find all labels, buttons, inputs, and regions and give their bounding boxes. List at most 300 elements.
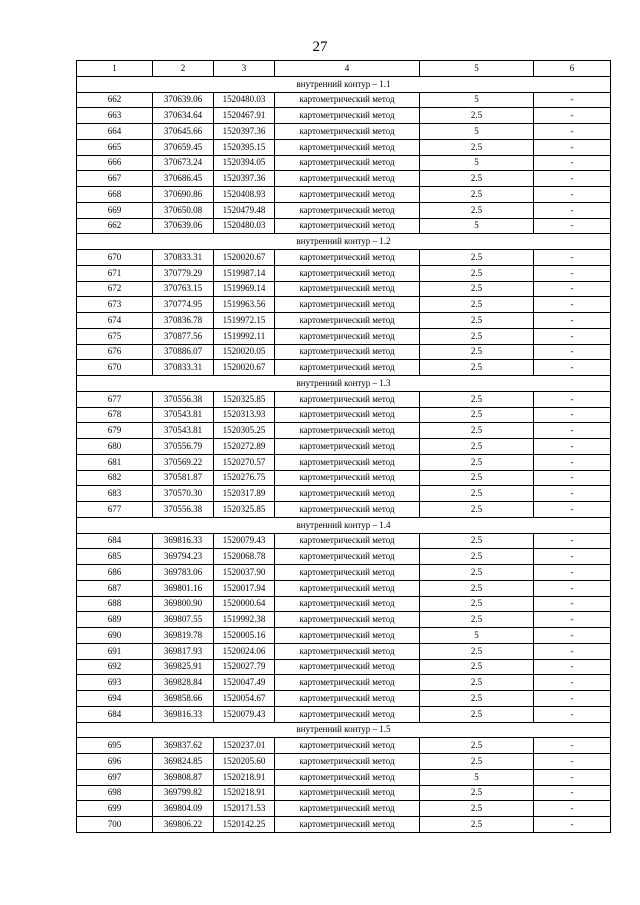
table-cell: - [534, 155, 611, 171]
table-cell: - [534, 454, 611, 470]
table-cell: - [534, 218, 611, 234]
column-header: 6 [534, 61, 611, 77]
table-cell: картометрический метод [275, 486, 420, 502]
table-cell: картометрический метод [275, 454, 420, 470]
table-row [77, 328, 611, 344]
table-cell: - [534, 360, 611, 376]
table-cell: 1520276.75 [214, 470, 275, 486]
table-cell: 369807.55 [153, 612, 214, 628]
section-row [77, 234, 611, 250]
table-cell: 2.5 [420, 486, 534, 502]
table-cell: - [534, 486, 611, 502]
table-cell: 677 [77, 502, 153, 518]
table-cell: 5 [420, 218, 534, 234]
table-cell: - [534, 407, 611, 423]
table-cell: - [534, 470, 611, 486]
table-row [77, 675, 611, 691]
table-cell: - [534, 139, 611, 155]
table-cell: 2.5 [420, 187, 534, 203]
table-row [77, 360, 611, 376]
table-cell: 369783.06 [153, 565, 214, 581]
table-cell: картометрический метод [275, 675, 420, 691]
table-cell: 370650.08 [153, 202, 214, 218]
table-cell: картометрический метод [275, 769, 420, 785]
table-cell: 1520313.93 [214, 407, 275, 423]
table-cell: картометрический метод [275, 108, 420, 124]
table-cell: - [534, 785, 611, 801]
table-row [77, 281, 611, 297]
table-cell: 2.5 [420, 659, 534, 675]
table-cell: - [534, 124, 611, 140]
table-cell: 370836.78 [153, 313, 214, 329]
table-cell: 370774.95 [153, 297, 214, 313]
table-cell: картометрический метод [275, 738, 420, 754]
table-cell: картометрический метод [275, 92, 420, 108]
table-cell: 369825.91 [153, 659, 214, 675]
table-cell: - [534, 297, 611, 313]
page-number: 27 [312, 39, 328, 55]
table-cell: 1520218.91 [214, 769, 275, 785]
table-cell: 2.5 [420, 423, 534, 439]
table-row [77, 659, 611, 675]
table-row [77, 344, 611, 360]
table-row [77, 470, 611, 486]
table-row [77, 754, 611, 770]
table-cell: 1520142.25 [214, 817, 275, 833]
table-cell: - [534, 281, 611, 297]
table-cell: - [534, 344, 611, 360]
table-row [77, 202, 611, 218]
table-cell: картометрический метод [275, 817, 420, 833]
table-cell: 1520020.05 [214, 344, 275, 360]
table-row [77, 565, 611, 581]
table-cell: 697 [77, 769, 153, 785]
table-cell: 5 [420, 769, 534, 785]
table-cell: 690 [77, 628, 153, 644]
table-cell: картометрический метод [275, 549, 420, 565]
table-cell: картометрический метод [275, 328, 420, 344]
table-cell: 369808.87 [153, 769, 214, 785]
table-cell: 1520047.49 [214, 675, 275, 691]
table-cell: 2.5 [420, 202, 534, 218]
table-cell: 664 [77, 124, 153, 140]
table-cell: - [534, 549, 611, 565]
table-cell: 369817.93 [153, 643, 214, 659]
table-cell: картометрический метод [275, 643, 420, 659]
table-row [77, 580, 611, 596]
table-cell: 2.5 [420, 533, 534, 549]
table-cell: картометрический метод [275, 250, 420, 266]
table-cell: картометрический метод [275, 470, 420, 486]
table-cell: 370763.15 [153, 281, 214, 297]
table-row [77, 297, 611, 313]
table-cell: 370886.07 [153, 344, 214, 360]
table-cell: картометрический метод [275, 281, 420, 297]
table-cell: 2.5 [420, 565, 534, 581]
table-cell: 684 [77, 533, 153, 549]
table-cell: 680 [77, 439, 153, 455]
table-cell: 1519987.14 [214, 265, 275, 281]
table-cell: 662 [77, 218, 153, 234]
section-row [77, 517, 611, 533]
table-cell: 370639.06 [153, 92, 214, 108]
table-cell: - [534, 202, 611, 218]
table-cell: картометрический метод [275, 439, 420, 455]
table-cell: - [534, 108, 611, 124]
table-cell: 695 [77, 738, 153, 754]
table-cell: 1520272.89 [214, 439, 275, 455]
table-cell: 666 [77, 155, 153, 171]
table-cell: 696 [77, 754, 153, 770]
table-cell: 1520171.53 [214, 801, 275, 817]
section-row [77, 376, 611, 392]
table-cell: - [534, 628, 611, 644]
table-cell: - [534, 769, 611, 785]
table-cell: картометрический метод [275, 596, 420, 612]
table-cell: 1520005.16 [214, 628, 275, 644]
table-cell: 1520479.48 [214, 202, 275, 218]
table-cell: 686 [77, 565, 153, 581]
table-row [77, 155, 611, 171]
table-cell: 1519992.11 [214, 328, 275, 344]
table-row [77, 643, 611, 659]
table-cell: 2.5 [420, 470, 534, 486]
table-cell: картометрический метод [275, 391, 420, 407]
table-cell: 1520237.01 [214, 738, 275, 754]
table-cell: - [534, 580, 611, 596]
table-cell: картометрический метод [275, 628, 420, 644]
table-cell: 5 [420, 155, 534, 171]
table-cell: 679 [77, 423, 153, 439]
table-cell: 2.5 [420, 328, 534, 344]
table-cell: 1520394.05 [214, 155, 275, 171]
table-cell: - [534, 596, 611, 612]
table-cell: 5 [420, 124, 534, 140]
table-row [77, 502, 611, 518]
table-cell: 369816.33 [153, 706, 214, 722]
header-row [77, 61, 611, 77]
table-cell: 1519992.38 [214, 612, 275, 628]
coordinates-table [76, 60, 611, 833]
section-title: внутренний контур – 1.1 [77, 76, 611, 92]
table-cell: 370634.64 [153, 108, 214, 124]
table-cell: - [534, 691, 611, 707]
table-row [77, 171, 611, 187]
table-cell: 2.5 [420, 549, 534, 565]
table-cell: 2.5 [420, 580, 534, 596]
table-cell: 1520205.60 [214, 754, 275, 770]
table-row [77, 769, 611, 785]
table-cell: 1519969.14 [214, 281, 275, 297]
table-cell: 2.5 [420, 612, 534, 628]
table-cell: 673 [77, 297, 153, 313]
table-cell: - [534, 328, 611, 344]
table-row [77, 691, 611, 707]
column-header: 4 [275, 61, 420, 77]
table-cell: картометрический метод [275, 754, 420, 770]
table-cell: 369819.78 [153, 628, 214, 644]
table-row [77, 265, 611, 281]
table-cell: 2.5 [420, 265, 534, 281]
table-cell: картометрический метод [275, 580, 420, 596]
table-row [77, 250, 611, 266]
table-cell: - [534, 187, 611, 203]
table-cell: 669 [77, 202, 153, 218]
table-cell: 678 [77, 407, 153, 423]
column-header: 2 [153, 61, 214, 77]
table-cell: 369816.33 [153, 533, 214, 549]
table-cell: картометрический метод [275, 533, 420, 549]
table-cell: - [534, 738, 611, 754]
table-row [77, 92, 611, 108]
table-cell: картометрический метод [275, 265, 420, 281]
table-cell: картометрический метод [275, 360, 420, 376]
table-cell: 684 [77, 706, 153, 722]
section-title: внутренний контур – 1.3 [77, 376, 611, 392]
table-cell: картометрический метод [275, 297, 420, 313]
table-cell: 2.5 [420, 643, 534, 659]
table-cell: 2.5 [420, 596, 534, 612]
table-cell: 1520218.91 [214, 785, 275, 801]
table-cell: 370581.87 [153, 470, 214, 486]
table-cell: 688 [77, 596, 153, 612]
section-row [77, 76, 611, 92]
table-row [77, 628, 611, 644]
table-cell: 1520467.91 [214, 108, 275, 124]
table-cell: 1520325.85 [214, 391, 275, 407]
table-cell: 692 [77, 659, 153, 675]
table-cell: 370639.06 [153, 218, 214, 234]
table-cell: 676 [77, 344, 153, 360]
table-cell: 370659.45 [153, 139, 214, 155]
table-cell: - [534, 565, 611, 581]
table-cell: картометрический метод [275, 691, 420, 707]
table-cell: 369800.90 [153, 596, 214, 612]
table-cell: 370556.79 [153, 439, 214, 455]
table-cell: картометрический метод [275, 659, 420, 675]
table-cell: - [534, 754, 611, 770]
table-cell: картометрический метод [275, 344, 420, 360]
table-cell: 699 [77, 801, 153, 817]
table-cell: 691 [77, 643, 153, 659]
table-row [77, 313, 611, 329]
table-cell: - [534, 250, 611, 266]
table-cell: 1519963.56 [214, 297, 275, 313]
table-cell: 2.5 [420, 706, 534, 722]
table-cell: 370686.45 [153, 171, 214, 187]
table-cell: 667 [77, 171, 153, 187]
table-cell: - [534, 675, 611, 691]
table-row [77, 124, 611, 140]
table-cell: картометрический метод [275, 407, 420, 423]
table-cell: 370556.38 [153, 502, 214, 518]
table-row [77, 738, 611, 754]
table-cell: 677 [77, 391, 153, 407]
table-cell: 2.5 [420, 250, 534, 266]
table-cell: 672 [77, 281, 153, 297]
table-cell: 670 [77, 360, 153, 376]
table-cell: 1520397.36 [214, 124, 275, 140]
table-cell: 1520020.67 [214, 250, 275, 266]
table-row [77, 486, 611, 502]
table-cell: картометрический метод [275, 124, 420, 140]
table-cell: 2.5 [420, 297, 534, 313]
table-cell: 2.5 [420, 281, 534, 297]
table-cell: 2.5 [420, 171, 534, 187]
table-cell: 369837.62 [153, 738, 214, 754]
column-header: 1 [77, 61, 153, 77]
table-cell: 683 [77, 486, 153, 502]
table-cell: 2.5 [420, 313, 534, 329]
table-cell: картометрический метод [275, 313, 420, 329]
table-row [77, 139, 611, 155]
table-row [77, 439, 611, 455]
table-cell: 2.5 [420, 502, 534, 518]
table-cell: - [534, 659, 611, 675]
table-cell: 2.5 [420, 785, 534, 801]
table-row [77, 596, 611, 612]
table-cell: 369858.66 [153, 691, 214, 707]
table-cell: 5 [420, 628, 534, 644]
table-cell: 1520027.79 [214, 659, 275, 675]
table-cell: картометрический метод [275, 187, 420, 203]
table-row [77, 706, 611, 722]
table-cell: 369804.09 [153, 801, 214, 817]
table-cell: - [534, 92, 611, 108]
table-cell: 2.5 [420, 754, 534, 770]
table-cell: - [534, 533, 611, 549]
table-row [77, 391, 611, 407]
table-cell: 694 [77, 691, 153, 707]
table-cell: 700 [77, 817, 153, 833]
table-cell: 370543.81 [153, 407, 214, 423]
column-header: 5 [420, 61, 534, 77]
table-cell: 1520325.85 [214, 502, 275, 518]
table-cell: 2.5 [420, 454, 534, 470]
table-cell: - [534, 502, 611, 518]
table-cell: картометрический метод [275, 801, 420, 817]
table-cell: - [534, 171, 611, 187]
table-cell: - [534, 706, 611, 722]
table-cell: 1520408.93 [214, 187, 275, 203]
table-cell: 675 [77, 328, 153, 344]
table-cell: 662 [77, 92, 153, 108]
table-cell: 369824.85 [153, 754, 214, 770]
table-cell: 369801.16 [153, 580, 214, 596]
table-cell: 698 [77, 785, 153, 801]
table-cell: 1520020.67 [214, 360, 275, 376]
table-cell: 1519972.15 [214, 313, 275, 329]
table-cell: картометрический метод [275, 565, 420, 581]
section-title: внутренний контур – 1.2 [77, 234, 611, 250]
table-row [77, 218, 611, 234]
column-header: 3 [214, 61, 275, 77]
table-cell: 681 [77, 454, 153, 470]
table-cell: картометрический метод [275, 171, 420, 187]
table-cell: 5 [420, 92, 534, 108]
table-cell: 665 [77, 139, 153, 155]
table-cell: 370690.86 [153, 187, 214, 203]
table-cell: 663 [77, 108, 153, 124]
table-cell: картометрический метод [275, 612, 420, 628]
table-cell: 370877.56 [153, 328, 214, 344]
table-cell: 1520024.06 [214, 643, 275, 659]
table-cell: 685 [77, 549, 153, 565]
table-row [77, 801, 611, 817]
table-cell: картометрический метод [275, 423, 420, 439]
table-row [77, 454, 611, 470]
table-cell: 1520397.36 [214, 171, 275, 187]
table-row [77, 549, 611, 565]
section-row [77, 722, 611, 738]
table-row [77, 423, 611, 439]
table-cell: 2.5 [420, 675, 534, 691]
table-cell: картометрический метод [275, 218, 420, 234]
table-cell: 370543.81 [153, 423, 214, 439]
table-cell: 2.5 [420, 108, 534, 124]
table-cell: 687 [77, 580, 153, 596]
table-cell: 2.5 [420, 360, 534, 376]
table-cell: картометрический метод [275, 502, 420, 518]
table-cell: 2.5 [420, 344, 534, 360]
table-cell: - [534, 423, 611, 439]
table-cell: 671 [77, 265, 153, 281]
table-row [77, 533, 611, 549]
table-cell: 1520317.89 [214, 486, 275, 502]
table-cell: 1520054.67 [214, 691, 275, 707]
table-cell: - [534, 817, 611, 833]
table-cell: 670 [77, 250, 153, 266]
table-cell: 370570.30 [153, 486, 214, 502]
table-cell: картометрический метод [275, 155, 420, 171]
table-cell: 370833.31 [153, 360, 214, 376]
table-cell: 1520068.78 [214, 549, 275, 565]
table-cell: 370645.66 [153, 124, 214, 140]
table-cell: 2.5 [420, 738, 534, 754]
table-cell: 2.5 [420, 439, 534, 455]
table-cell: 369806.22 [153, 817, 214, 833]
table-cell: 2.5 [420, 817, 534, 833]
table-cell: - [534, 801, 611, 817]
table-cell: 370556.38 [153, 391, 214, 407]
table-row [77, 187, 611, 203]
table-cell: 370833.31 [153, 250, 214, 266]
table-cell: 1520000.64 [214, 596, 275, 612]
table-cell: 1520480.03 [214, 92, 275, 108]
table-cell: 1520017.94 [214, 580, 275, 596]
table-cell: - [534, 439, 611, 455]
table-cell: картометрический метод [275, 785, 420, 801]
table-cell: 369799.82 [153, 785, 214, 801]
table-cell: - [534, 643, 611, 659]
table-cell: 369828.84 [153, 675, 214, 691]
table-cell: 1520037.90 [214, 565, 275, 581]
table-cell: 1520305.25 [214, 423, 275, 439]
table-cell: 1520480.03 [214, 218, 275, 234]
table-cell: 693 [77, 675, 153, 691]
table-cell: 1520079.43 [214, 533, 275, 549]
table-cell: 370779.29 [153, 265, 214, 281]
table-cell: картометрический метод [275, 706, 420, 722]
table-row [77, 612, 611, 628]
table-row [77, 407, 611, 423]
table-cell: 2.5 [420, 691, 534, 707]
table-cell: 689 [77, 612, 153, 628]
table-cell: - [534, 391, 611, 407]
table-cell: картометрический метод [275, 202, 420, 218]
table-cell: - [534, 313, 611, 329]
table-body [77, 76, 611, 832]
